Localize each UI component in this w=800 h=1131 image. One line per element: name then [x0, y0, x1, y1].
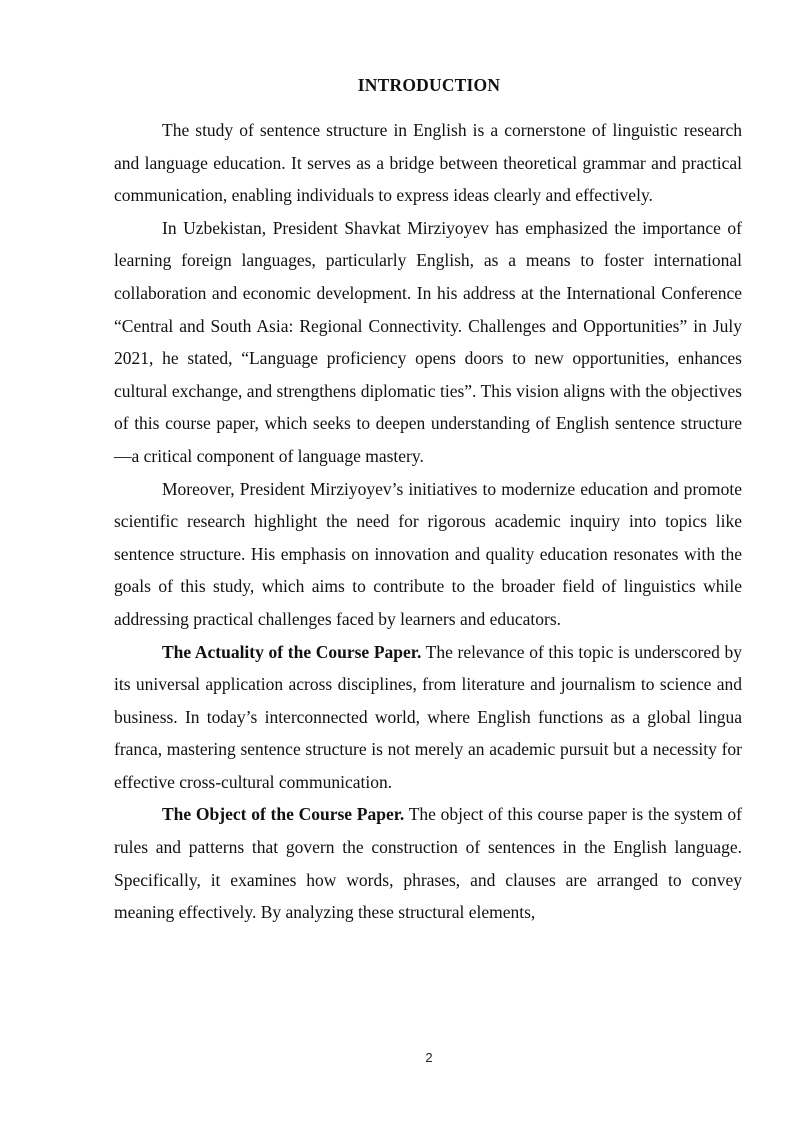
paragraph-moreover — [114, 473, 742, 636]
paragraph-text: The study of sentence structure in English is a cornerstone of linguistic research and language education. It serves as a bridge between theoretical grammar and practical communication, enabling individuals to express ideas clearly and effectively. — [114, 120, 742, 206]
paragraph-text: The object of this course paper is the system of rules and patterns that govern the construction of sentences in the English language. Specifically, it examines how words, phrases, and clauses are arranged to convey meaning effectively. By analyzing these structural elements, — [114, 804, 742, 923]
section-heading-object: The Object of the Course Paper. — [162, 804, 405, 825]
paragraph-intro — [114, 114, 742, 212]
page-number: 2 — [425, 1050, 433, 1065]
paragraph-text: Moreover, President Mirziyoyev’s initiatives to modernize education and promote scientific research highlight the need for rigorous academic inquiry into topics like sentence structure. His emphasis on innovation and quality education resonates with the goals of this study, which aims to contribute to the broader field of linguistics while addressing practical challenges faced by learners and educators. — [114, 478, 742, 629]
page-title: INTRODUCTION — [357, 75, 501, 95]
section-heading-actuality: The Actuality of the Course Paper. — [162, 641, 422, 662]
paragraph-text: In Uzbekistan, President Shavkat Mirziyoyev has emphasized the importance of learning foreign languages, particularly English, as a means to foster international collaboration and economic development. In his address at the International Conference “Central and South Asia: Regional Connectivity. Challenges and Opportunities” in July 2021, he stated, “Language proficiency opens doors to new opportunities, enhances cultural exchange, and strengthens diplomatic ties”. This vision aligns with the objectives of this course paper, which seeks to deepen understanding of English sentence structure—a critical component of language mastery. — [114, 217, 742, 466]
paragraph-text: The relevance of this topic is underscored by its universal application across disciplines, from literature and journalism to science and business. In today’s interconnected world, where English functions as a global lingua franca, mastering sentence structure is not merely an academic pursuit but a necessity for effective cross-cultural communication. — [114, 641, 742, 792]
body-text — [114, 114, 742, 929]
paragraph-actuality — [114, 636, 742, 799]
paragraph-president — [114, 212, 742, 473]
paragraph-object — [114, 798, 742, 928]
